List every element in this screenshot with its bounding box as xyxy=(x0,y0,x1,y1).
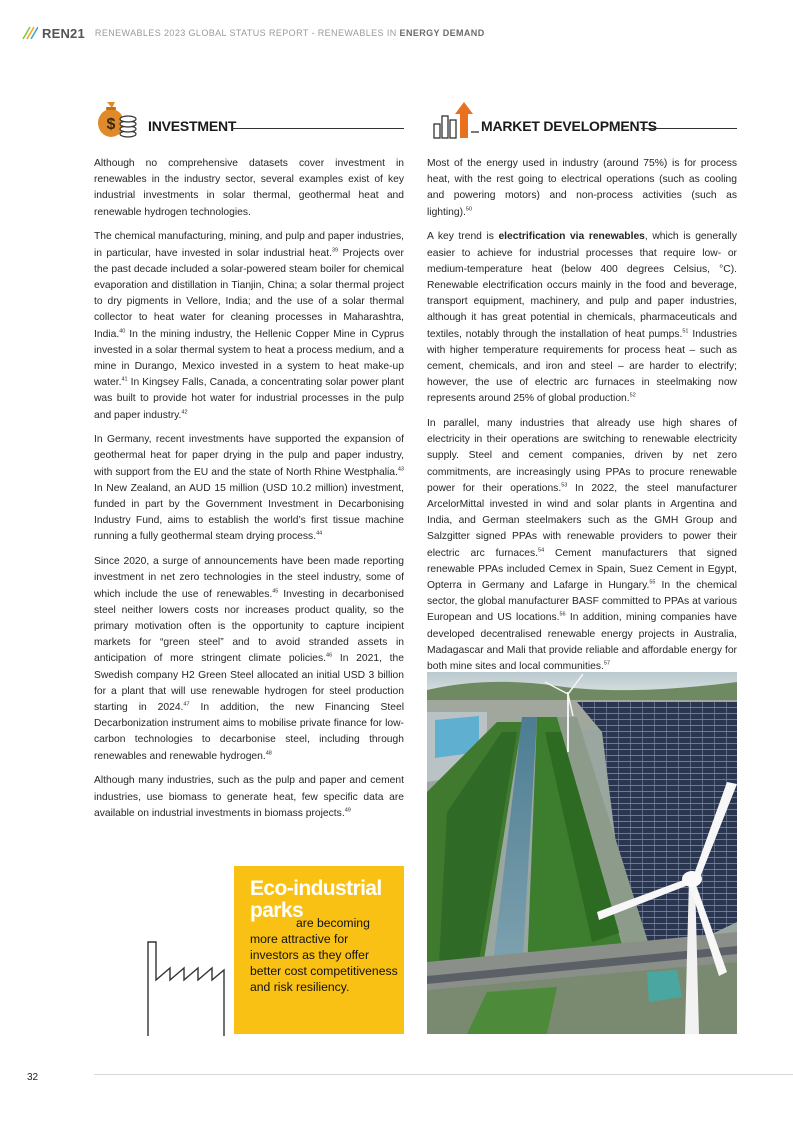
report-title-emphasis: ENERGY DEMAND xyxy=(399,28,485,38)
callout-headline-line2: parks xyxy=(250,899,304,922)
market-developments-text xyxy=(427,156,737,684)
paragraph: In Germany, recent investments have supported the expansion of geothermal heat for paper drying in the pulp and paper industry, with support from the EU and the state of North Rhine Westphalia.$^{43}$ In New Zealand, an AUD 15 million (USD 10.2 million) investment, funded in part by the Government Investment in Decarbonising Industry Fund, aims to establish the world’s first tissue machine running a fully geothermal steam drying process.$^{44}$ xyxy=(94,434,404,543)
investment-title: INVESTMENT xyxy=(148,118,237,134)
factory-outline-icon xyxy=(146,940,226,1036)
report-title-prefix: RENEWABLES 2023 GLOBAL STATUS REPORT - RENEWABLES IN xyxy=(94,28,397,38)
investment-heading xyxy=(94,96,404,140)
footer-rule xyxy=(94,1074,793,1075)
bar-chart-arrow-up-icon xyxy=(433,98,479,140)
eco-parks-callout xyxy=(234,866,404,1034)
callout-headline-line1: Eco-industrial xyxy=(250,877,382,900)
paragraph: The chemical manufacturing, mining, and pulp and paper industries, in particular, have invested in solar industrial heat.$^{39}$ Projects over the past decade included a solar-powered steam boiler for chemical evaporation and distillation in Tianjin, China; a solar thermal project to dry pigments in Vellore, India; and the use of a solar thermal collector to heat water for cleaning processes in Maharashtra, India.$^{40}$ In the mining industry, the Hellenic Copper Mine in Cyprus invested in a solar thermal system to heat a process medium, and a mine in Durango, Mexico invested in a system to heat make-up water.$^{41}$ In Kingsey Falls, Canada, a concentrating solar power plant was built to provide hot water for industrial processes in the pulp and paper industry.$^{42}$ xyxy=(94,231,404,421)
page-number: 32 xyxy=(27,1072,39,1083)
page-header xyxy=(22,24,485,42)
paragraph: Since 2020, a surge of announcements have been made reporting investment in net zero technologies in the steel industry, some of which include the use of renewables.$^{45}$ Investing in decarbonised steel neither lowers costs nor increases product quality, so the primary motivation often is the opportunity to capture incipient markets for “green steel” and to avoid stranded assets in anticipation of more stringent climate policies.$^{46}$ In 2021, the Swedish company H2 Green Steel allocated an initial USD 3 billion for a plant that will use renewable hydrogen for steel production starting in 2024.47 In addition, the new Financing Steel Decarbonization instrument aims to mobilise private finance for low-carbon technologies to decarbonise steel, including through renewables and renewable hydrogen.$^{48}$ xyxy=(94,556,404,762)
paragraph: Although no comprehensive datasets cover investment in renewables in the industry sector, several examples exist of key industrial investments in solar thermal, geothermal heat and renewable hydrogen technologies. xyxy=(94,158,404,218)
heading-rule xyxy=(231,128,404,129)
report-title xyxy=(95,28,485,38)
market-developments-title: MARKET DEVELOPMENTS xyxy=(481,118,657,134)
money-bag-coins-icon xyxy=(94,96,140,140)
svg-text:$: $ xyxy=(106,116,116,133)
market-developments-heading xyxy=(427,96,737,140)
ren21-logo-text: REN21 xyxy=(42,25,85,41)
paragraph: Although many industries, such as the pulp and paper and cement industries, use biomass to generate heat, few specific data are available on industrial investments in biomass projects.$^{49}$ xyxy=(94,775,404,819)
ren21-logo-icon xyxy=(22,26,38,40)
investment-text xyxy=(94,156,404,830)
paragraph: In parallel, many industries that already use high shares of electricity in their operations are switching to renewable electricity supply. Steel and cement companies, driven by net zero commitments, are increasingly using PPAs to procure renewable power for their operations.$^{53}$ In 2022, the steel manufacturer ArcelorMittal invested in wind and solar plants in Argentina and India, and German steelmakers such as the GMH Group and Salzgitter signed PPAs with renewable providers to power their electric arc furnaces.$^{54}$ Cement manufacturers that signed renewable PPAs included Cemex in Spain, Suez Cement in Egypt, Opterra in Germany and Lafarge in Hungary.$^{55}$ In the chemical sector, the global manufacturer BASF committed to PPAs at various European and US locations.$^{56}$ In addition, mining companies have developed decentralised renewable energy projects in Australia, Madagascar and Mali that provide reliable and affordable energy for both mine sites and local communities.$^{57}$ xyxy=(427,418,738,673)
callout-body: are becoming more attractive for investors as they offer better cost competitiveness and risk resiliency. xyxy=(250,916,398,994)
heading-rule xyxy=(641,128,737,129)
emphasis-text: electrification via renewables xyxy=(498,231,645,243)
paragraph: Most of the energy used in industry (around 75%) is for process heat, with the rest going to electrical operations (such as cooling and powering motors) and non-process activities (such as lighting).$^{50}$ xyxy=(427,158,737,218)
paragraph: A key trend is electrification via renewables, which is generally easier to achieve for industrial processes that require low- or medium-temperature heat (below 400 degrees Celsius, °C). Renewable electrification occurs mainly in the food and beverage, transport equipment, machinery, and pulp and paper industries, although it has great potential in chemicals, pharmaceuticals and textiles, notably through the installation of heat pumps.$^{51}$ Industries with higher temperature requirements for process heat – such as cement, chemicals, and iron and steel – are harder to electrify; however, the use of electric arc furnaces in steelmaking now represents around 25% of global production.$^{52}$ xyxy=(427,231,737,405)
aerial-canal-wind-solar-photo xyxy=(427,672,737,1034)
